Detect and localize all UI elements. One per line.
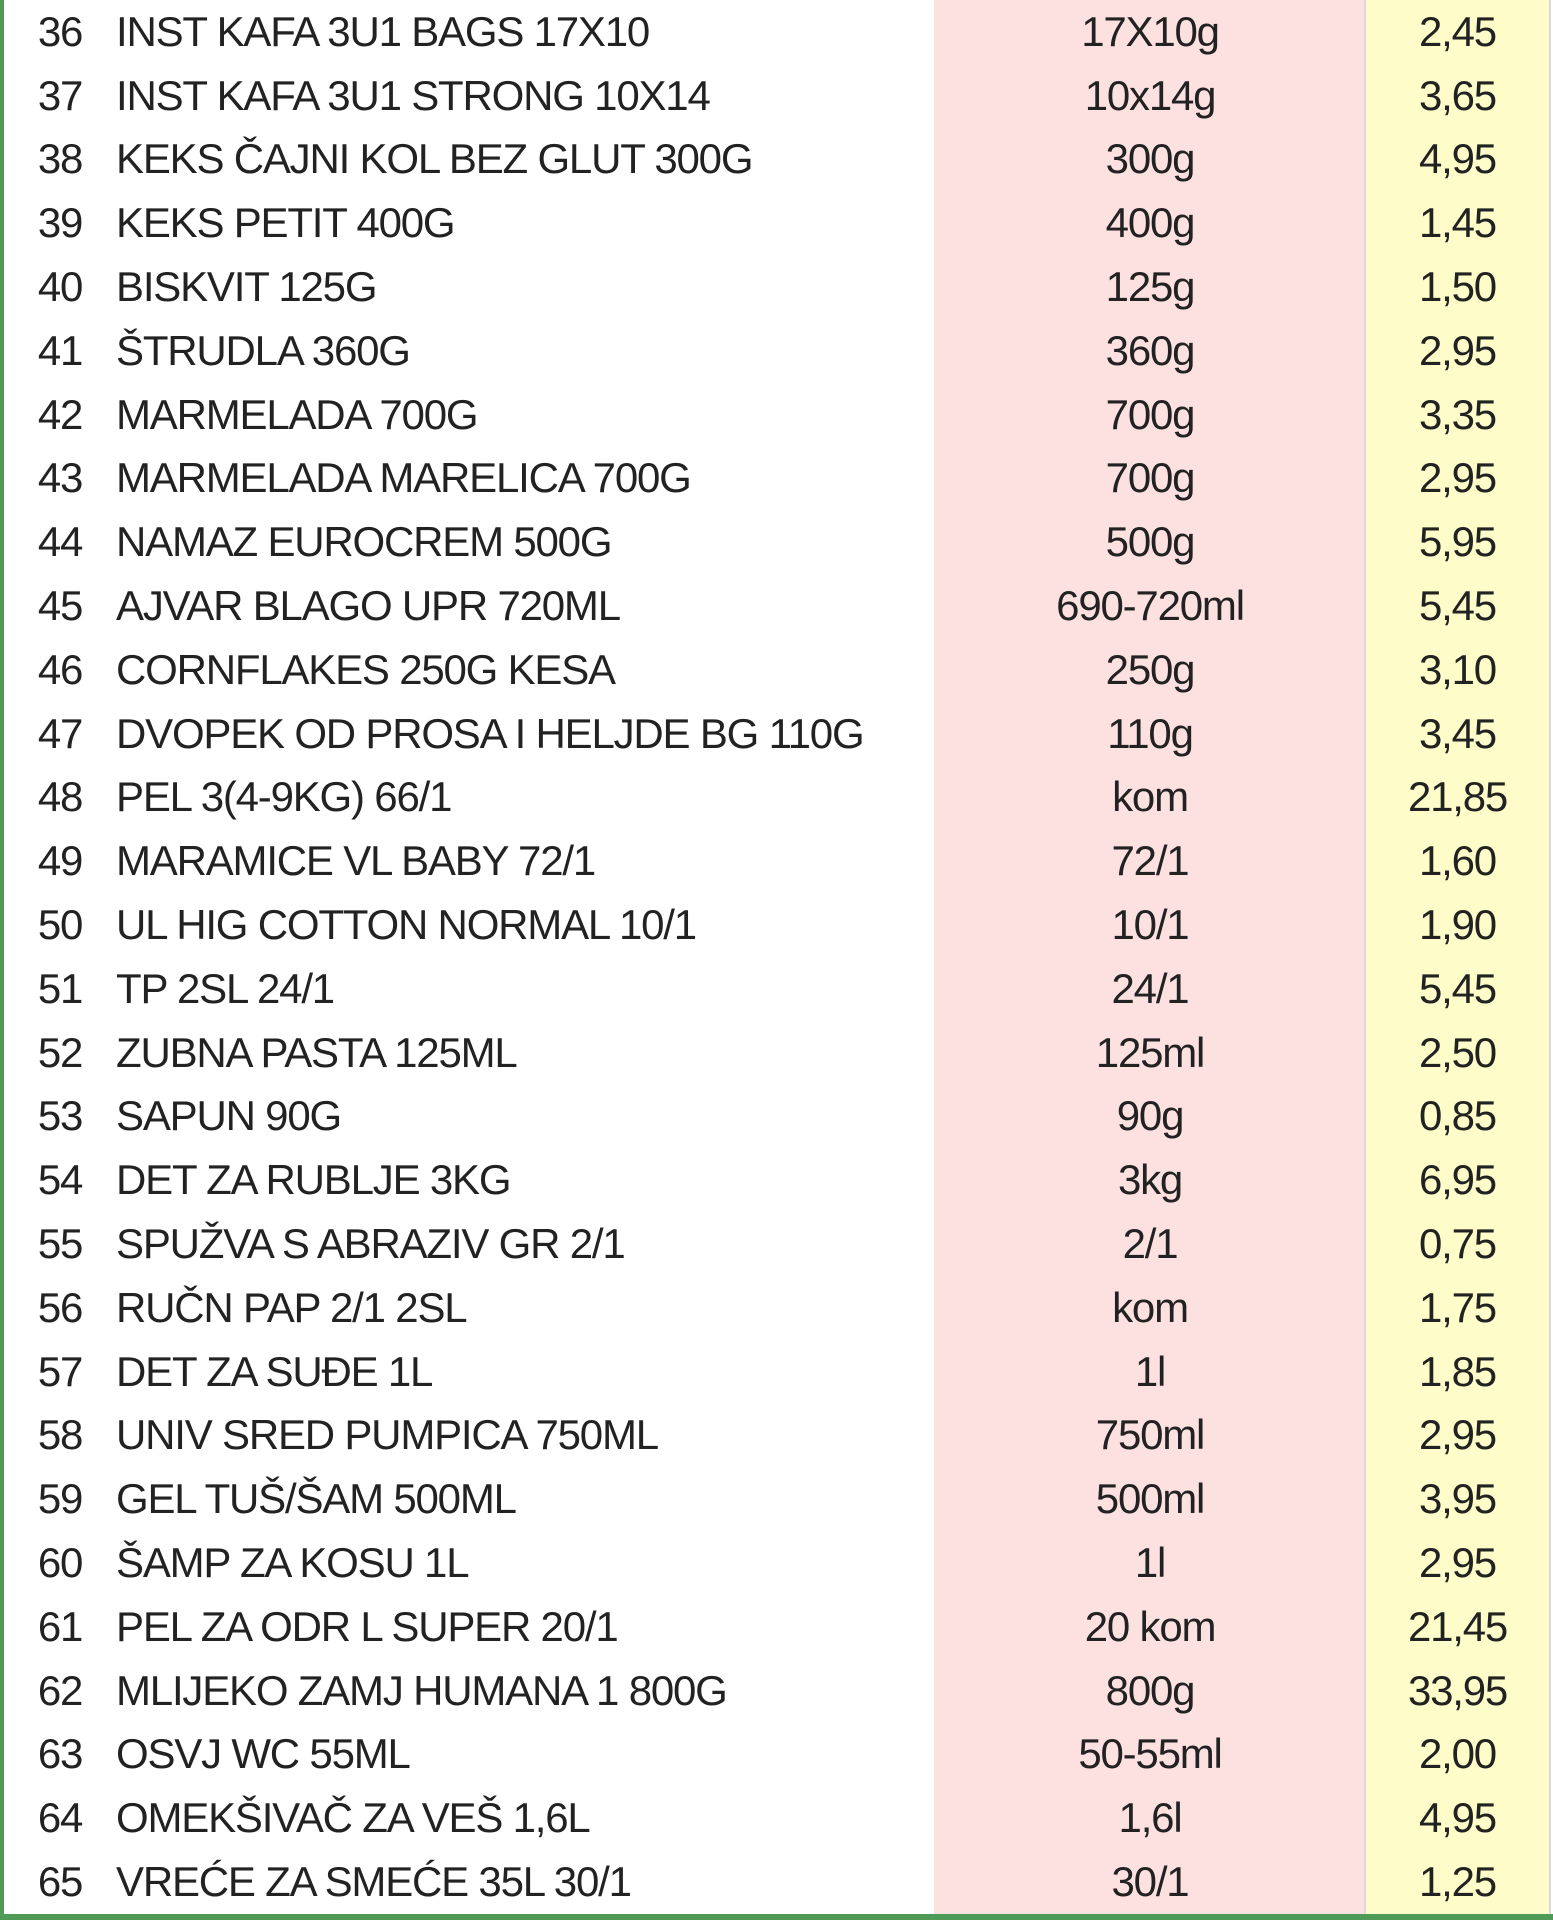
item-unit: 30/1 [1111,1858,1189,1905]
item-name: INST KAFA 3U1 BAGS 17X10 [116,7,650,55]
item-name: KEKS PETIT 400G [116,199,455,247]
table-row [0,191,1553,255]
table-row [0,510,1553,574]
item-price: 2,50 [1419,1028,1496,1076]
item-price: 2,95 [1419,1539,1496,1587]
item-price: 33,95 [1407,1666,1508,1714]
table-row [0,383,1553,447]
item-number: 61 [37,1602,83,1650]
item-unit: 24/1 [1111,964,1189,1012]
item-unit: 2/1 [1122,1220,1178,1268]
item-price: 1,75 [1419,1283,1496,1331]
item-unit: 10x14g [1084,71,1216,119]
item-unit: 125ml [1095,1028,1205,1076]
table-border-left [0,0,4,1920]
table-row [0,702,1553,766]
item-unit: 690-720ml [1056,582,1244,630]
item-number: 53 [37,1092,83,1140]
item-number: 54 [37,1156,83,1204]
table-row [0,447,1553,511]
table-row [0,1404,1553,1468]
table-row [0,64,1553,128]
item-price: 3,10 [1419,645,1496,693]
item-unit: 500g [1105,518,1195,566]
item-number: 46 [37,645,83,693]
item-name: SPUŽVA S ABRAZIV GR 2/1 [116,1220,625,1268]
item-number: 44 [37,518,83,566]
table-row [0,1723,1553,1787]
item-name: OSVJ WC 55ML [116,1730,410,1778]
table-row [0,1340,1553,1404]
item-price: 2,95 [1419,454,1496,502]
item-name: ŠAMP ZA KOSU 1L [116,1539,469,1587]
item-price: 3,35 [1419,390,1496,438]
item-number: 56 [37,1283,83,1331]
item-unit: kom [1112,773,1188,821]
item-number: 39 [37,199,83,247]
table-row [0,1531,1553,1595]
item-unit: 72/1 [1111,837,1189,885]
item-unit: 700g [1105,390,1195,438]
item-name: VREĆE ZA SMEĆE 35L 30/1 [116,1858,631,1905]
item-price: 0,75 [1419,1220,1496,1268]
item-unit: 10/1 [1111,901,1189,949]
item-name: AJVAR BLAGO UPR 720ML [116,582,620,630]
item-unit: 50-55ml [1078,1730,1222,1778]
item-number: 37 [37,71,83,119]
item-price: 6,95 [1419,1156,1496,1204]
item-name: DVOPEK OD PROSA I HELJDE BG 110G [116,709,864,757]
table-row [0,1595,1553,1659]
item-number: 43 [37,454,83,502]
table-row [0,1659,1553,1723]
item-price: 1,50 [1419,263,1496,311]
item-number: 40 [37,263,83,311]
item-price: 2,95 [1419,1411,1496,1459]
item-price: 4,95 [1419,1794,1496,1842]
item-price: 21,45 [1407,1602,1508,1650]
item-price: 1,85 [1419,1347,1496,1395]
table-row [0,1850,1553,1914]
item-price: 2,95 [1419,326,1496,374]
table-row [0,957,1553,1021]
table-row [0,766,1553,830]
item-name: BISKVIT 125G [116,263,377,311]
item-number: 52 [37,1028,83,1076]
item-unit: 110g [1107,709,1193,757]
table-row [0,1467,1553,1531]
item-number: 45 [37,582,83,630]
item-name: UL HIG COTTON NORMAL 10/1 [116,901,696,949]
item-number: 50 [37,901,83,949]
item-name: KEKS ČAJNI KOL BEZ GLUT 300G [116,135,753,183]
item-unit: 250g [1105,645,1195,693]
item-name: MLIJEKO ZAMJ HUMANA 1 800G [116,1666,727,1714]
item-name: INST KAFA 3U1 STRONG 10X14 [116,71,710,119]
item-number: 48 [37,773,83,821]
table-row [0,638,1553,702]
item-unit: 17X10g [1081,7,1219,55]
table-border-bottom [0,1914,1553,1920]
item-name: PEL ZA ODR L SUPER 20/1 [116,1602,618,1650]
item-price: 3,65 [1419,71,1496,119]
item-unit: 750ml [1095,1411,1205,1459]
item-unit: 3kg [1117,1156,1183,1204]
item-name: OMEKŠIVAČ ZA VEŠ 1,6L [116,1794,590,1842]
item-unit: 360g [1105,326,1195,374]
item-number: 38 [37,135,83,183]
item-unit: 90g [1116,1092,1184,1140]
item-unit: 800g [1105,1666,1195,1714]
table-row [0,255,1553,319]
item-price: 0,85 [1419,1092,1496,1140]
item-price: 5,45 [1419,964,1496,1012]
table-row [0,1212,1553,1276]
table-row [0,1148,1553,1212]
item-unit: kom [1112,1283,1188,1331]
item-name: ZUBNA PASTA 125ML [116,1028,517,1076]
item-number: 59 [37,1475,83,1523]
item-number: 62 [37,1666,83,1714]
item-number: 47 [37,709,83,757]
item-price: 1,60 [1419,837,1496,885]
item-name: NAMAZ EUROCREM 500G [116,518,612,566]
item-price: 5,45 [1419,582,1496,630]
item-number: 41 [37,326,83,374]
item-unit: 20 kom [1084,1602,1216,1650]
item-name: CORNFLAKES 250G KESA [116,645,615,693]
item-name: ŠTRUDLA 360G [116,326,410,374]
item-name: UNIV SRED PUMPICA 750ML [116,1411,658,1459]
item-unit: 1l [1134,1539,1166,1587]
item-unit: 1l [1134,1347,1166,1395]
item-number: 36 [37,7,83,55]
item-unit: 400g [1105,199,1195,247]
item-price: 2,00 [1419,1730,1496,1778]
item-number: 60 [37,1539,83,1587]
item-unit: 125g [1105,263,1195,311]
table-row [0,128,1553,192]
item-price: 1,45 [1419,199,1496,247]
table-row [0,319,1553,383]
item-price: 1,90 [1419,901,1496,949]
table-row [0,893,1553,957]
item-number: 55 [37,1220,83,1268]
table-row [0,574,1553,638]
item-price: 3,45 [1419,709,1496,757]
item-number: 64 [37,1794,83,1842]
item-unit: 1,6l [1118,1794,1182,1842]
item-unit: 500ml [1095,1475,1205,1523]
table-row [0,1085,1553,1149]
item-price: 5,95 [1419,518,1496,566]
item-price: 2,45 [1419,7,1496,55]
item-name: PEL 3(4-9KG) 66/1 [116,773,452,821]
item-name: GEL TUŠ/ŠAM 500ML [116,1475,516,1523]
table-row [0,1021,1553,1085]
item-unit: 300g [1105,135,1195,183]
item-name: RUČN PAP 2/1 2SL [116,1283,467,1331]
item-price: 21,85 [1407,773,1508,821]
item-name: MARMELADA MARELICA 700G [116,454,691,502]
item-name: MARAMICE VL BABY 72/1 [116,837,596,885]
item-name: TP 2SL 24/1 [116,964,334,1012]
item-name: DET ZA RUBLJE 3KG [116,1156,511,1204]
item-price: 4,95 [1419,135,1496,183]
item-unit: 700g [1105,454,1195,502]
item-number: 49 [37,837,83,885]
table-row [0,1276,1553,1340]
item-price: 3,95 [1419,1475,1496,1523]
item-number: 63 [37,1730,83,1778]
item-price: 1,25 [1419,1858,1496,1905]
table-row [0,1786,1553,1850]
table-row [0,829,1553,893]
item-number: 51 [37,964,83,1012]
item-number: 57 [37,1347,83,1395]
table-row [0,0,1553,64]
item-name: SAPUN 90G [116,1092,341,1140]
item-name: DET ZA SUĐE 1L [116,1347,433,1395]
item-number: 58 [37,1411,83,1459]
item-name: MARMELADA 700G [116,390,478,438]
item-number: 65 [37,1858,83,1905]
item-number: 42 [37,390,83,438]
